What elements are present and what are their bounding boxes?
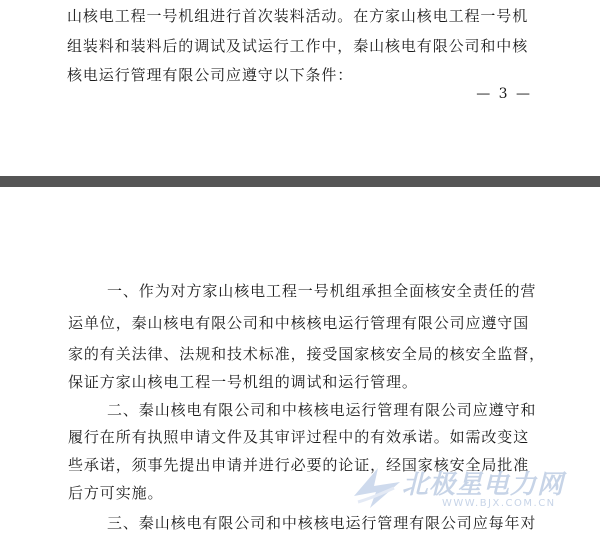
paragraph-1-line: 运单位，秦山核电有限公司和中核核电运行管理有限公司应遵守国 [68,314,530,332]
star-logo-icon [350,462,404,512]
paragraph-2-line: 后方可实施。 [68,484,164,502]
page-separator [0,176,600,187]
paragraph-1-line: 保证方家山核电工程一号机组的调试和运行管理。 [68,373,418,391]
paragraph-1-line: 家的有关法律、法规和技术标准，接受国家核安全局的核安全监督， [68,345,546,363]
watermark-url: WWW.BJX.COM.CN [442,498,556,509]
document-page-top [0,0,600,176]
paragraph-2-line: 履行在所有执照申请文件及其审评过程中的有效承诺。如需改变这 [68,428,530,446]
watermark [350,458,565,518]
watermark-text: 北极星电力网 [402,470,565,500]
paragraph-2-line: 些承诺，须事先提出申请并进行必要的论证，经国家核安全局批准 [68,456,530,474]
paragraph-2-line: 二、秦山核电有限公司和中核核电运行管理有限公司应遵守和 [107,401,537,419]
text-line: 核电运行管理有限公司应遵守以下条件： [67,66,354,84]
page-number: — 3 — [476,86,532,102]
text-line: 组装料和装料后的调试及试运行工作中，秦山核电有限公司和中核 [67,37,529,55]
paragraph-1-line: 一、作为对方家山核电工程一号机组承担全面核安全责任的营 [107,282,537,300]
paragraph-3-line: 三、秦山核电有限公司和中核核电运行管理有限公司应每年对 [107,514,537,532]
text-line: 山核电工程一号机组进行首次装料活动。在方家山核电工程一号机 [67,7,529,25]
